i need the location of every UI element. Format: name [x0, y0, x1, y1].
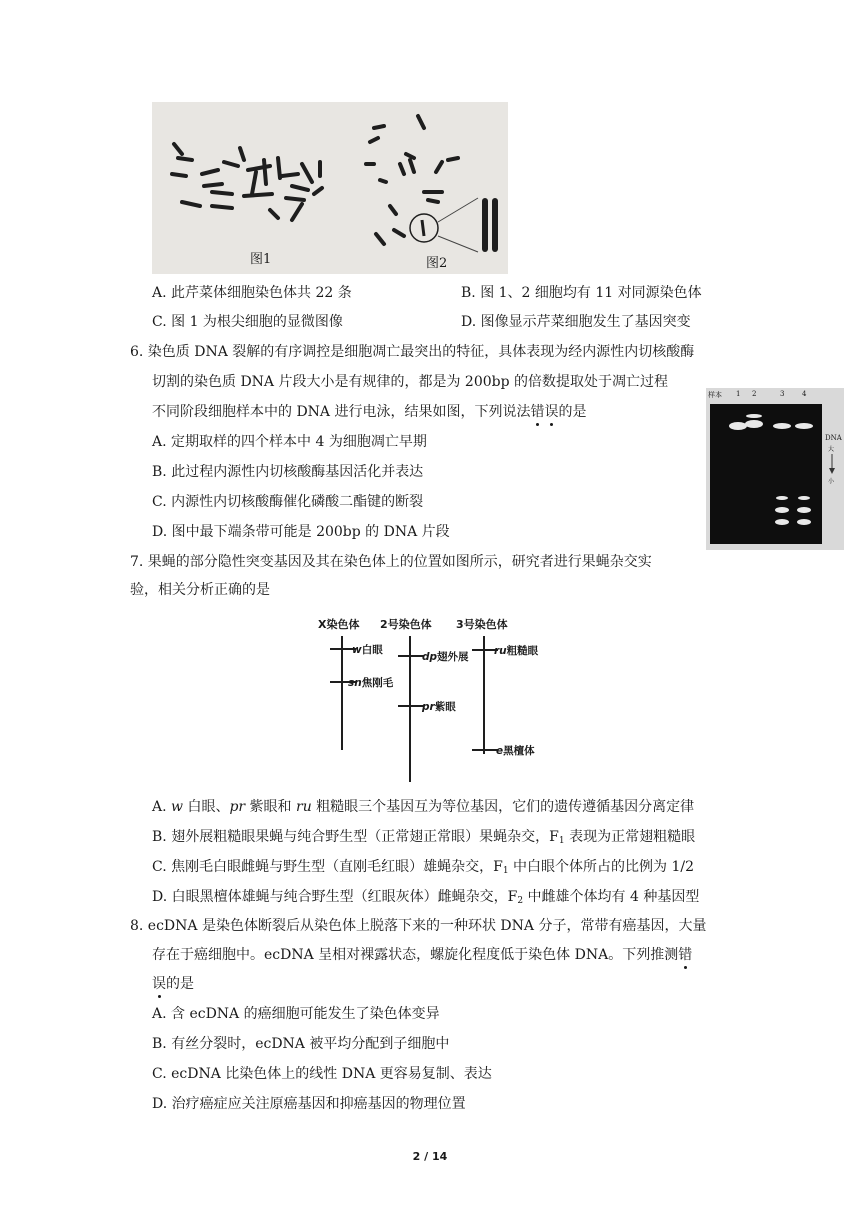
q7-option-a: A. w 白眼、pr 紫眼和 ru 粗糙眼三个基因互为等位基因，它们的遗传遵循基因分离定律 [152, 799, 695, 815]
q6-option-d: D. 图中最下端条带可能是 200bp 的 DNA 片段 [152, 524, 450, 540]
q8-emphasis-1: 错 [678, 947, 693, 963]
q6-emphasis-1: 错 [530, 404, 545, 420]
q8-option-b: B. 有丝分裂时，ecDNA 被平均分配到子细胞中 [152, 1036, 450, 1052]
gel-drawing [706, 388, 844, 550]
q5-option-d: D. 图像显示芹菜细胞发生了基因突变 [461, 314, 691, 330]
gene-w: w白眼 [352, 644, 383, 656]
gel-size-small: 小 [828, 478, 835, 485]
gel-size-big: 大 [828, 446, 835, 453]
q7-stem-line-1: 7. 果蝇的部分隐性突变基因及其在染色体上的位置如图所示，研究者进行果蝇杂交实 [130, 554, 652, 570]
map-header-x: X染色体 [318, 618, 360, 631]
q7-stem-line-2: 验，相关分析正确的是 [130, 582, 270, 598]
gene-ru: ru粗糙眼 [494, 645, 539, 657]
map-header-3: 3号染色体 [456, 618, 508, 631]
gene-pr: pr紫眼 [422, 701, 456, 713]
q6-stem-line-2: 切割的染色质 DNA 片段大小是有规律的，都是为 200bp 的倍数提取处于凋亡过程 [152, 374, 669, 390]
q6-stem-text: 不同阶段细胞样本中的 DNA 进行电泳，结果如图，下列说法 [152, 404, 531, 420]
q8-stem-line-2: 存在于癌细胞中。ecDNA 呈相对裸露状态，螺旋化程度低于染色体 DNA。下列推测错 [152, 947, 693, 963]
q8-stem-line-3: 误的是 [152, 976, 194, 992]
gel-axis-label: DNA [825, 434, 842, 442]
gel-electrophoresis-image [706, 388, 844, 550]
q8-option-a: A. 含 ecDNA 的癌细胞可能发生了染色体变异 [152, 1006, 440, 1022]
chromosome-micrograph [152, 102, 508, 274]
q5-option-b: B. 图 1、2 细胞均有 11 对同源染色体 [461, 285, 702, 301]
q6-stem-line-1: 6. 染色质 DNA 裂解的有序调控是细胞凋亡最突出的特征，具体表现为经内源性内切核酸酶 [130, 344, 695, 360]
q7-option-b: B. 翅外展粗糙眼果蝇与纯合野生型（正常翅正常眼）果蝇杂交，$F_1$ 表现为正常翅粗糙眼 [152, 829, 696, 846]
q8-option-c: C. ecDNA 比染色体上的线性 DNA 更容易复制、表达 [152, 1066, 492, 1082]
q8-stem-line-1: 8. ecDNA 是染色体断裂后从染色体上脱落下来的一种环状 DNA 分子，常带有癌基因，大量 [130, 918, 707, 934]
q8-option-d: D. 治疗癌症应关注原癌基因和抑癌基因的物理位置 [152, 1096, 466, 1112]
chromosome-gene-map [300, 608, 560, 790]
q8-emphasis-2: 误 [152, 976, 166, 992]
q7-option-c: C. 焦刚毛白眼雌蝇与野生型（直刚毛红眼）雄蝇杂交，$F_1$ 中白眼个体所占的比例为 1/2 [152, 859, 694, 876]
q5-option-a: A. 此芹菜体细胞染色体共 22 条 [152, 285, 352, 301]
gene-sn: sn焦刚毛 [348, 677, 394, 689]
q6-option-c: C. 内源性内切核酸酶催化磷酸二酯键的断裂 [152, 494, 424, 510]
q6-stem-line-3 [152, 402, 586, 422]
fig2-label: 图2 [426, 256, 448, 271]
q6-option-a: A. 定期取样的四个样本中 4 为细胞凋亡早期 [152, 434, 427, 450]
fig1-label: 图1 [250, 252, 272, 267]
q6-option-b: B. 此过程内源性内切核酸酶基因活化并表达 [152, 464, 424, 480]
gene-dp: dp翅外展 [422, 651, 469, 663]
gel-lane-1: 1 [736, 390, 741, 398]
page-number: 2 / 14 [412, 1150, 448, 1163]
gel-sample-label: 样本 [708, 391, 722, 399]
q7-option-d: D. 白眼黑檀体雄蝇与纯合野生型（红眼灰体）雌蝇杂交，$F_2$ 中雌雄个体均有 4 种基因型 [152, 889, 700, 906]
map-header-2: 2号染色体 [380, 618, 432, 631]
gene-e: e黑檀体 [496, 745, 535, 757]
gel-lane-2: 2 [752, 390, 757, 398]
q6-emphasis-2: 误 [544, 404, 559, 420]
gel-lane-3: 3 [780, 390, 785, 398]
gel-lane-4: 4 [802, 390, 807, 398]
chromosome-drawing [152, 102, 508, 274]
q6-stem-end: 的是 [558, 404, 587, 420]
q5-option-c: C. 图 1 为根尖细胞的显微图像 [152, 314, 343, 330]
